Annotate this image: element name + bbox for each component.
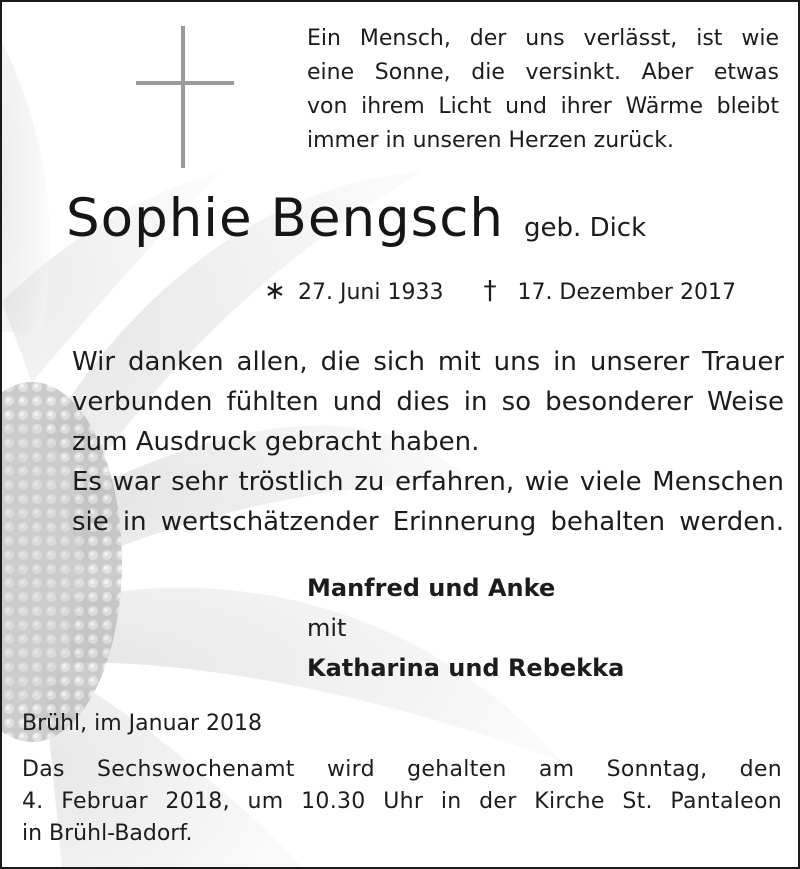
thanks-line: verbunden fühlten und dies in so besonderer Weise — [72, 387, 784, 417]
thanks-line: sie in wertschätzender Erinnerung behalten werden. — [72, 507, 784, 537]
death-cross-icon: † — [483, 276, 497, 306]
thanks-line: Wir danken allen, die sich mit uns in unserer Trauer — [72, 347, 784, 377]
notice-line: 4. Februar 2018, um 10.30 Uhr in der Kirche St. Pantaleon — [22, 789, 782, 814]
quote-line: immer in unseren Herzen zurück. — [307, 128, 674, 153]
cross-icon — [136, 26, 236, 171]
place-date: Brühl, im Januar 2018 — [22, 711, 263, 736]
maiden-name: geb. Dick — [524, 213, 647, 243]
quote-line: von ihrem Licht und ihrer Wärme bleibt — [307, 94, 779, 119]
thanks-line: Es war sehr tröstlich zu erfahren, wie viele Menschen — [72, 467, 784, 497]
birth-date: 27. Juni 1933 — [298, 280, 444, 305]
thanks-line: zum Ausdruck gebracht haben. — [72, 427, 480, 457]
signatories — [307, 568, 624, 688]
footer-notice — [22, 708, 782, 850]
deceased-name: Sophie Bengsch — [66, 188, 505, 249]
death-date: 17. Dezember 2017 — [517, 280, 736, 305]
thanks-text — [72, 342, 784, 542]
life-dates — [264, 276, 736, 306]
quote-line: eine Sonne, die versinkt. Aber etwas — [307, 60, 779, 85]
signatory-line: Manfred und Anke — [307, 574, 556, 602]
memorial-quote — [307, 22, 779, 158]
birth-star-icon: ∗ — [264, 276, 286, 306]
deceased-name-block — [66, 188, 646, 249]
notice-line: in Brühl-Badorf. — [22, 821, 193, 846]
signatory-line: Katharina und Rebekka — [307, 654, 625, 682]
quote-line: Ein Mensch, der uns verlässt, ist wie — [307, 26, 779, 51]
signatory-connector: mit — [307, 614, 347, 642]
notice-line: Das Sechswochenamt wird gehalten am Sonntag, den — [22, 757, 782, 782]
